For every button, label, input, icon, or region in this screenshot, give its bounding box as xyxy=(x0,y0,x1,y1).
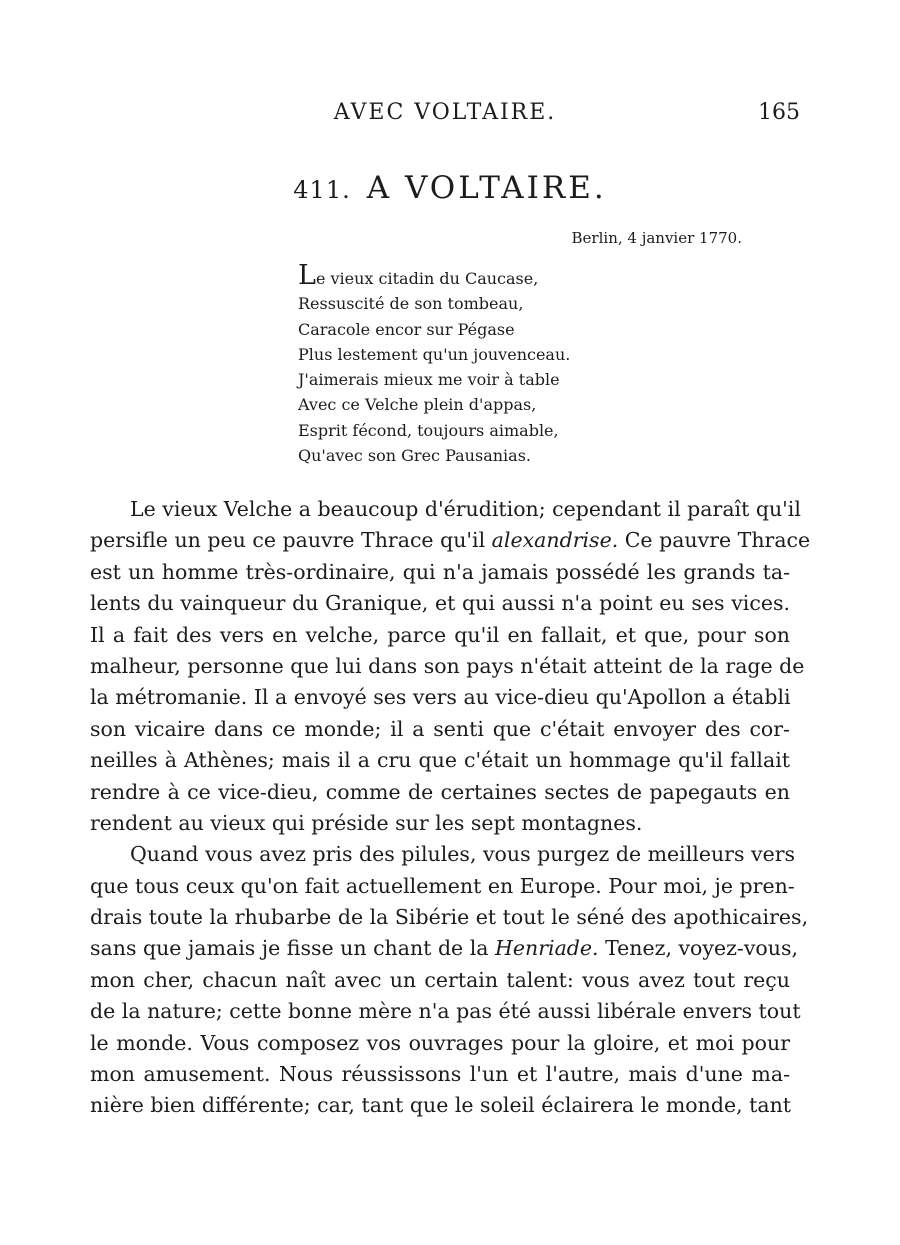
prose-line: lents du vainqueur du Granique, et qui aussi n'a point eu ses vices. xyxy=(90,591,790,616)
prose-text: persifle un peu ce pauvre Thrace qu'il xyxy=(90,528,492,553)
prose-line: nière bien différente; car, tant que le soleil éclairera le monde, tant xyxy=(90,1093,792,1118)
letter-number: 411. xyxy=(293,176,351,204)
letter-heading xyxy=(0,170,900,206)
prose-text: sans que jamais je fisse un chant de la xyxy=(90,936,496,961)
verse-line: Avec ce Velche plein d'appas, xyxy=(298,395,537,415)
running-head xyxy=(90,100,800,130)
verse-line: Qu'avec son Grec Pausanias. xyxy=(298,446,531,466)
italic-text: Henriade. xyxy=(495,936,599,961)
prose-line: Quand vous avez pris des pilules, vous purgez de meilleurs vers xyxy=(130,842,796,867)
prose-line: rendre à ce vice-dieu, comme de certaines sectes de papegauts en xyxy=(90,779,790,804)
prose-line: Le vieux Velche a beaucoup d'érudition; cependant il paraît qu'il xyxy=(130,497,801,521)
verse-line xyxy=(298,262,570,291)
prose-body xyxy=(90,494,811,1122)
prose-line: de la nature; cette bonne mère n'a pas été aussi libérale envers tout xyxy=(90,999,801,1024)
prose-text: Ce pauvre Thrace xyxy=(618,528,811,553)
prose-line: la métromanie. Il a envoyé ses vers au vice-dieu qu'Apollon a établi xyxy=(90,685,791,710)
dateline: Berlin, 4 janvier 1770. xyxy=(571,229,742,247)
verse-line: J'aimerais mieux me voir à table xyxy=(298,370,560,390)
verse-line: Esprit fécond, toujours aimable, xyxy=(298,420,559,440)
verse-line-text: e vieux citadin du Caucase, xyxy=(315,269,539,288)
drop-cap: L xyxy=(298,260,316,291)
page-number: 165 xyxy=(758,100,800,125)
verse-line: Caracole encor sur Pégase xyxy=(298,319,515,339)
prose-line: drais toute la rhubarbe de la Sibérie et tout le séné des apothicaires, xyxy=(90,905,809,930)
prose-line: Il a fait des vers en velche, parce qu'il en fallait, et que, pour son xyxy=(90,622,790,647)
prose-line: son vicaire dans ce monde; il a senti que c'était envoyer des cor- xyxy=(90,716,790,741)
running-title: AVEC VOLTAIRE. xyxy=(333,100,557,125)
italic-text: alexandrise. xyxy=(491,528,619,553)
letter-title: A VOLTAIRE. xyxy=(366,170,607,206)
verse-line: Plus lestement qu'un jouvenceau. xyxy=(298,344,571,364)
prose-line: est un homme très-ordinaire, qui n'a jamais possédé les grands ta- xyxy=(90,559,790,584)
prose-line: le monde. Vous composez vos ouvrages pour la gloire, et moi pour xyxy=(90,1030,790,1055)
prose-line: mon cher, chacun naît avec un certain talent: vous avez tout reçu xyxy=(90,967,790,992)
prose-line: malheur, personne que lui dans son pays n'était atteint de la rage de xyxy=(90,653,805,678)
verse-line: Ressuscité de son tombeau, xyxy=(298,294,524,314)
prose-text: Tenez, voyez-vous, xyxy=(598,936,799,961)
verse-block xyxy=(298,262,570,468)
prose-line: neilles à Athènes; mais il a cru que c'était un hommage qu'il fallait xyxy=(90,748,790,773)
prose-line xyxy=(90,525,811,556)
prose-line: rendent au vieux qui préside sur les sept montagnes. xyxy=(90,810,643,835)
prose-line: que tous ceux qu'on fait actuellement en Europe. Pour moi, je pren- xyxy=(90,873,795,898)
prose-line: mon amusement. Nous réussissons l'un et l'autre, mais d'une ma- xyxy=(90,1062,790,1087)
prose-line xyxy=(90,933,799,964)
